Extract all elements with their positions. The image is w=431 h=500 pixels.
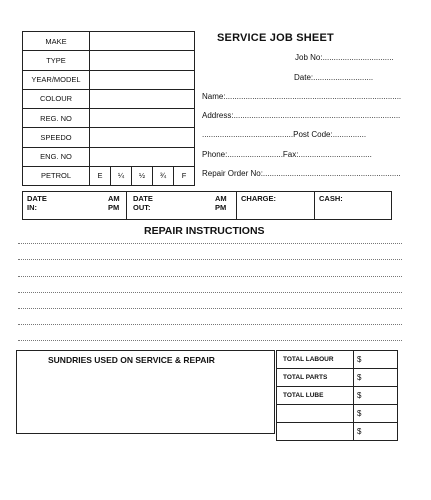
gauge-quarter[interactable]: ¼: [111, 166, 132, 185]
cash-label: CASH:: [319, 194, 343, 203]
totals-label: [277, 405, 354, 423]
name-field[interactable]: Name:...............................................................................: [202, 92, 402, 101]
totals-row: [277, 423, 398, 441]
petrol-label: PETROL: [23, 166, 90, 185]
date-in-label-1: DATE: [27, 194, 47, 203]
repair-line[interactable]: [18, 324, 402, 325]
repair-line[interactable]: [18, 259, 402, 260]
vehicle-field-label: TYPE: [23, 51, 90, 70]
petrol-row: [23, 166, 195, 185]
repair-line[interactable]: [18, 276, 402, 277]
cash-cell[interactable]: [315, 192, 391, 219]
job-no-field[interactable]: Job No:................................: [295, 53, 394, 62]
vehicle-field-label: YEAR/MODEL: [23, 70, 90, 89]
vehicle-row: [23, 70, 195, 89]
totals-label: TOTAL LABOUR: [277, 351, 354, 369]
date-in-pm[interactable]: PM: [108, 203, 120, 212]
address-field[interactable]: Address:...........................................................................: [202, 111, 401, 120]
repair-line[interactable]: [18, 340, 402, 341]
vehicle-field-value[interactable]: [90, 70, 195, 89]
sundries-title: SUNDRIES USED ON SERVICE & REPAIR: [48, 355, 215, 365]
vehicle-field-value[interactable]: [90, 32, 195, 51]
repair-instructions-title: REPAIR INSTRUCTIONS: [144, 225, 265, 237]
totals-label: TOTAL PARTS: [277, 369, 354, 387]
gauge-three-quarter[interactable]: ¾: [153, 166, 174, 185]
totals-amount[interactable]: $: [354, 351, 398, 369]
vehicle-field-value[interactable]: [90, 109, 195, 128]
page-title: SERVICE JOB SHEET: [217, 32, 334, 44]
sundries-box[interactable]: [16, 350, 275, 434]
totals-row: [277, 405, 398, 423]
vehicle-row: [23, 128, 195, 147]
totals-row: [277, 369, 398, 387]
postcode-field[interactable]: .........................................Post Code:...............: [202, 130, 367, 139]
totals-table: [276, 350, 398, 441]
vehicle-row: [23, 147, 195, 166]
gauge-empty[interactable]: E: [90, 166, 111, 185]
totals-row: [277, 351, 398, 369]
charge-cell[interactable]: [237, 192, 315, 219]
charge-label: CHARGE:: [241, 194, 276, 203]
date-out-label-2: OUT:: [133, 203, 151, 212]
vehicle-row: [23, 51, 195, 70]
vehicle-row: [23, 89, 195, 108]
repair-order-field[interactable]: Repair Order No:..............................................................: [202, 169, 401, 178]
totals-amount[interactable]: $: [354, 387, 398, 405]
repair-line[interactable]: [18, 308, 402, 309]
vehicle-details-table: [22, 31, 195, 186]
date-in-label-2: IN:: [27, 203, 37, 212]
totals-label: TOTAL LUBE: [277, 387, 354, 405]
date-field[interactable]: Date:...........................: [294, 73, 374, 82]
gauge-full[interactable]: F: [174, 166, 195, 185]
vehicle-field-label: SPEEDO: [23, 128, 90, 147]
totals-amount[interactable]: $: [354, 369, 398, 387]
job-info-strip: [22, 191, 392, 220]
vehicle-field-label: ENG. NO: [23, 147, 90, 166]
vehicle-field-label: MAKE: [23, 32, 90, 51]
vehicle-row: [23, 109, 195, 128]
vehicle-field-label: REG. NO: [23, 109, 90, 128]
vehicle-field-label: COLOUR: [23, 89, 90, 108]
vehicle-field-value[interactable]: [90, 51, 195, 70]
date-in-cell[interactable]: [23, 192, 127, 219]
totals-amount[interactable]: $: [354, 423, 398, 441]
gauge-half[interactable]: ½: [132, 166, 153, 185]
date-out-am[interactable]: AM: [215, 194, 227, 203]
date-in-am[interactable]: AM: [108, 194, 120, 203]
date-out-label-1: DATE: [133, 194, 153, 203]
vehicle-field-value[interactable]: [90, 128, 195, 147]
repair-line[interactable]: [18, 243, 402, 244]
totals-label: [277, 423, 354, 441]
phone-fax-field[interactable]: Phone:.........................Fax:.................................: [202, 150, 372, 159]
totals-amount[interactable]: $: [354, 405, 398, 423]
vehicle-field-value[interactable]: [90, 89, 195, 108]
totals-row: [277, 387, 398, 405]
date-out-pm[interactable]: PM: [215, 203, 227, 212]
date-out-cell[interactable]: [127, 192, 237, 219]
vehicle-field-value[interactable]: [90, 147, 195, 166]
repair-line[interactable]: [18, 292, 402, 293]
vehicle-row: [23, 32, 195, 51]
